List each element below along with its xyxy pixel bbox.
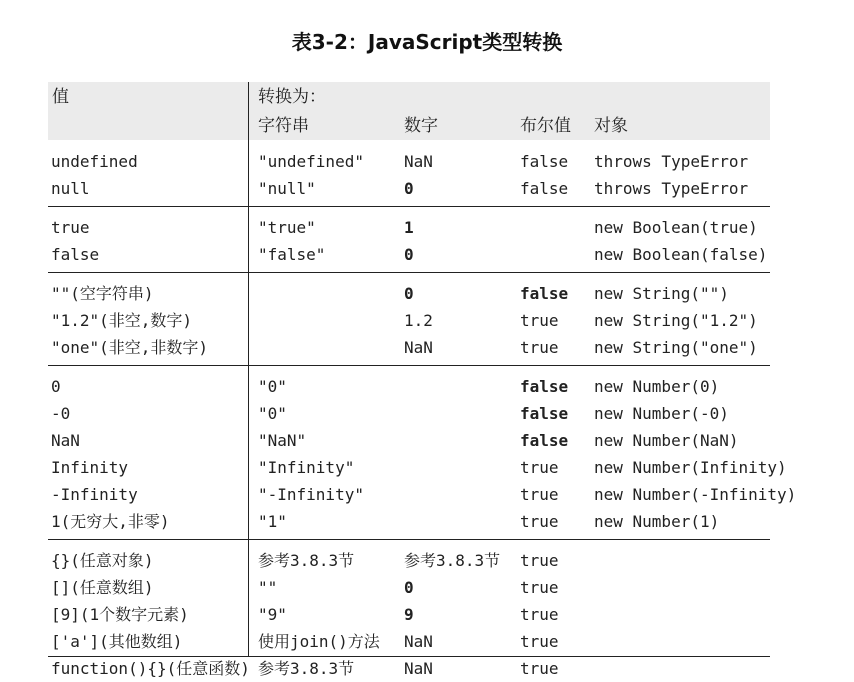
cell-value: 0 bbox=[51, 377, 61, 396]
cell-value: [9](1个数字元素) bbox=[51, 605, 189, 624]
cell-value: "one"(非空,非数字) bbox=[51, 338, 209, 357]
cell-object: new Number(NaN) bbox=[594, 431, 739, 450]
cell-boolean: true bbox=[520, 338, 559, 357]
cell-string: "NaN" bbox=[258, 431, 307, 450]
table-title: 表3-2：JavaScript类型转换 bbox=[291, 30, 563, 54]
header-boolean: 布尔值 bbox=[520, 116, 571, 136]
cell-object: new Boolean(true) bbox=[594, 218, 758, 237]
cell-number: NaN bbox=[404, 659, 433, 678]
cell-object: new Number(0) bbox=[594, 377, 720, 396]
cell-string: "null" bbox=[258, 179, 316, 198]
cell-number: 0 bbox=[404, 578, 414, 597]
header-object: 对象 bbox=[594, 116, 628, 136]
table-bottom-border bbox=[48, 656, 770, 657]
cell-boolean: true bbox=[520, 551, 559, 570]
cell-object: throws TypeError bbox=[594, 179, 749, 198]
cell-boolean: false bbox=[520, 377, 569, 396]
cell-string: "true" bbox=[258, 218, 316, 237]
cell-object: throws TypeError bbox=[594, 152, 749, 171]
cell-value: 1(无穷大,非零) bbox=[51, 512, 170, 531]
header-value: 值 bbox=[52, 87, 69, 107]
cell-string: "-Infinity" bbox=[258, 485, 364, 504]
cell-string: "0" bbox=[258, 404, 287, 423]
group-divider bbox=[48, 539, 770, 540]
cell-string: "undefined" bbox=[258, 152, 364, 171]
header-convert-to: 转换为： bbox=[258, 87, 326, 107]
cell-number: 1.2 bbox=[404, 311, 433, 330]
cell-boolean: true bbox=[520, 458, 559, 477]
cell-string: "false" bbox=[258, 245, 326, 264]
cell-boolean: true bbox=[520, 605, 559, 624]
column-divider bbox=[248, 82, 249, 657]
header-string: 字符串 bbox=[258, 116, 309, 136]
cell-string: "Infinity" bbox=[258, 458, 355, 477]
cell-number: 0 bbox=[404, 245, 414, 264]
cell-value: undefined bbox=[51, 152, 138, 171]
cell-value: [](任意数组) bbox=[51, 578, 154, 597]
cell-value: true bbox=[51, 218, 90, 237]
cell-string: "1" bbox=[258, 512, 287, 531]
group-divider bbox=[48, 365, 770, 366]
cell-boolean: true bbox=[520, 311, 559, 330]
cell-value: -0 bbox=[51, 404, 71, 423]
cell-boolean: false bbox=[520, 284, 569, 303]
cell-number: 1 bbox=[404, 218, 414, 237]
cell-string: "9" bbox=[258, 605, 287, 624]
cell-boolean: false bbox=[520, 404, 569, 423]
cell-boolean: true bbox=[520, 485, 559, 504]
group-divider bbox=[48, 272, 770, 273]
cell-value: false bbox=[51, 245, 100, 264]
cell-object: new Number(Infinity) bbox=[594, 458, 787, 477]
cell-boolean: true bbox=[520, 632, 559, 651]
group-divider bbox=[48, 206, 770, 207]
cell-value: NaN bbox=[51, 431, 80, 450]
cell-number: NaN bbox=[404, 338, 433, 357]
cell-value: null bbox=[51, 179, 90, 198]
header-number: 数字 bbox=[404, 116, 438, 136]
cell-value: ""(空字符串) bbox=[51, 284, 154, 303]
cell-object: new String("one") bbox=[594, 338, 758, 357]
cell-boolean: false bbox=[520, 152, 569, 171]
cell-string: "" bbox=[258, 578, 278, 597]
cell-number: NaN bbox=[404, 152, 433, 171]
cell-value: Infinity bbox=[51, 458, 129, 477]
cell-value: "1.2"(非空,数字) bbox=[51, 311, 193, 330]
cell-value: -Infinity bbox=[51, 485, 138, 504]
cell-object: new String("") bbox=[594, 284, 729, 303]
cell-string: 参考3.8.3节 bbox=[258, 551, 355, 570]
cell-object: new String("1.2") bbox=[594, 311, 758, 330]
cell-object: new Number(1) bbox=[594, 512, 720, 531]
cell-boolean: false bbox=[520, 179, 569, 198]
cell-number: 9 bbox=[404, 605, 414, 624]
cell-value: {}(任意对象) bbox=[51, 551, 154, 570]
cell-object: new Number(-0) bbox=[594, 404, 729, 423]
cell-value: ['a'](其他数组) bbox=[51, 632, 183, 651]
cell-object: new Number(-Infinity) bbox=[594, 485, 797, 504]
cell-value: function(){}(任意函数) bbox=[51, 659, 250, 678]
cell-boolean: true bbox=[520, 659, 559, 678]
cell-boolean: true bbox=[520, 512, 559, 531]
cell-number: 0 bbox=[404, 284, 414, 303]
cell-number: 参考3.8.3节 bbox=[404, 551, 501, 570]
cell-object: new Boolean(false) bbox=[594, 245, 768, 264]
cell-boolean: false bbox=[520, 431, 569, 450]
cell-number: 0 bbox=[404, 179, 414, 198]
cell-string: 参考3.8.3节 bbox=[258, 659, 355, 678]
cell-number: NaN bbox=[404, 632, 433, 651]
cell-string: 使用join()方法 bbox=[258, 632, 380, 651]
cell-string: "0" bbox=[258, 377, 287, 396]
cell-boolean: true bbox=[520, 578, 559, 597]
